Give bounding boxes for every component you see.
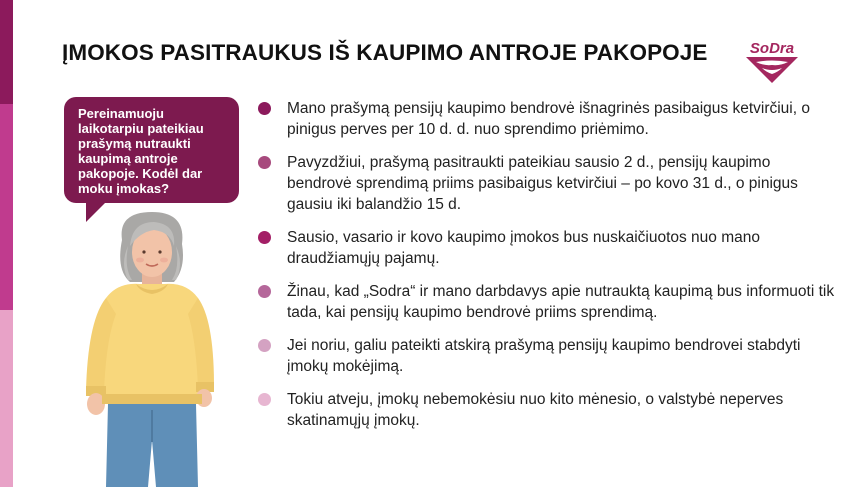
speech-bubble-text: Pereinamuoju laikotarpiu pateikiau prašymą nutraukti kaupimą antroje pakopoje. Kodėl dar moku įmokas?: [78, 106, 204, 196]
side-accent-strip-bottom: [0, 310, 13, 487]
side-accent-strip-middle: [0, 104, 13, 310]
bullet-item: [258, 335, 838, 377]
bullet-list: [258, 98, 838, 443]
bullet-item: [258, 281, 838, 323]
bullet-text: Tokiu atveju, įmokų nebemokėsiu nuo kito mėnesio, o valstybė neperves skatinamųjų įmokų.: [287, 391, 784, 429]
woman-illustration: [78, 210, 224, 487]
bullet-item: [258, 152, 838, 215]
slide-title: ĮMOKOS PASITRAUKUS IŠ KAUPIMO ANTROJE PAKOPOJE: [62, 40, 708, 65]
sodra-logo: [740, 38, 804, 84]
bullet-text: Žinau, kad „Sodra“ ir mano darbdavys apie nutrauktą kaupimą bus informuoti tik tada, kai pensijų kaupimo bendrovė priims sprendimą.: [287, 283, 835, 321]
bullet-dot-icon: [258, 231, 271, 244]
bullet-item: [258, 227, 838, 269]
bullet-dot-icon: [258, 339, 271, 352]
bullet-item: [258, 389, 838, 431]
bullet-item: [258, 98, 838, 140]
bullet-dot-icon: [258, 393, 271, 406]
bullet-dot-icon: [258, 285, 271, 298]
logo-text: SoDra: [749, 40, 795, 57]
speech-bubble: [64, 97, 239, 203]
bullet-dot-icon: [258, 156, 271, 169]
bullet-dot-icon: [258, 102, 271, 115]
bullet-text: Mano prašymą pensijų kaupimo bendrovė išnagrinės pasibaigus ketvirčiui, o pinigus perves per 10 d. d. nuo sprendimo priėmimo.: [287, 100, 810, 138]
bullet-text: Jei noriu, galiu pateikti atskirą prašymą pensijų kaupimo bendrovei stabdyti įmokų mokėjimą.: [287, 337, 801, 375]
bullet-text: Sausio, vasario ir kovo kaupimo įmokos bus nuskaičiuotos nuo mano draudžiamųjų pajamų.: [287, 229, 760, 267]
bullet-text: Pavyzdžiui, prašymą pasitraukti pateikiau sausio 2 d., pensijų kaupimo bendrovė sprendimą priims pasibaigus ketvirčiui – po kovo 31 d., o pinigus gausiu iki balandžio 15 d.: [287, 154, 798, 213]
side-accent-strip-top: [0, 0, 13, 104]
